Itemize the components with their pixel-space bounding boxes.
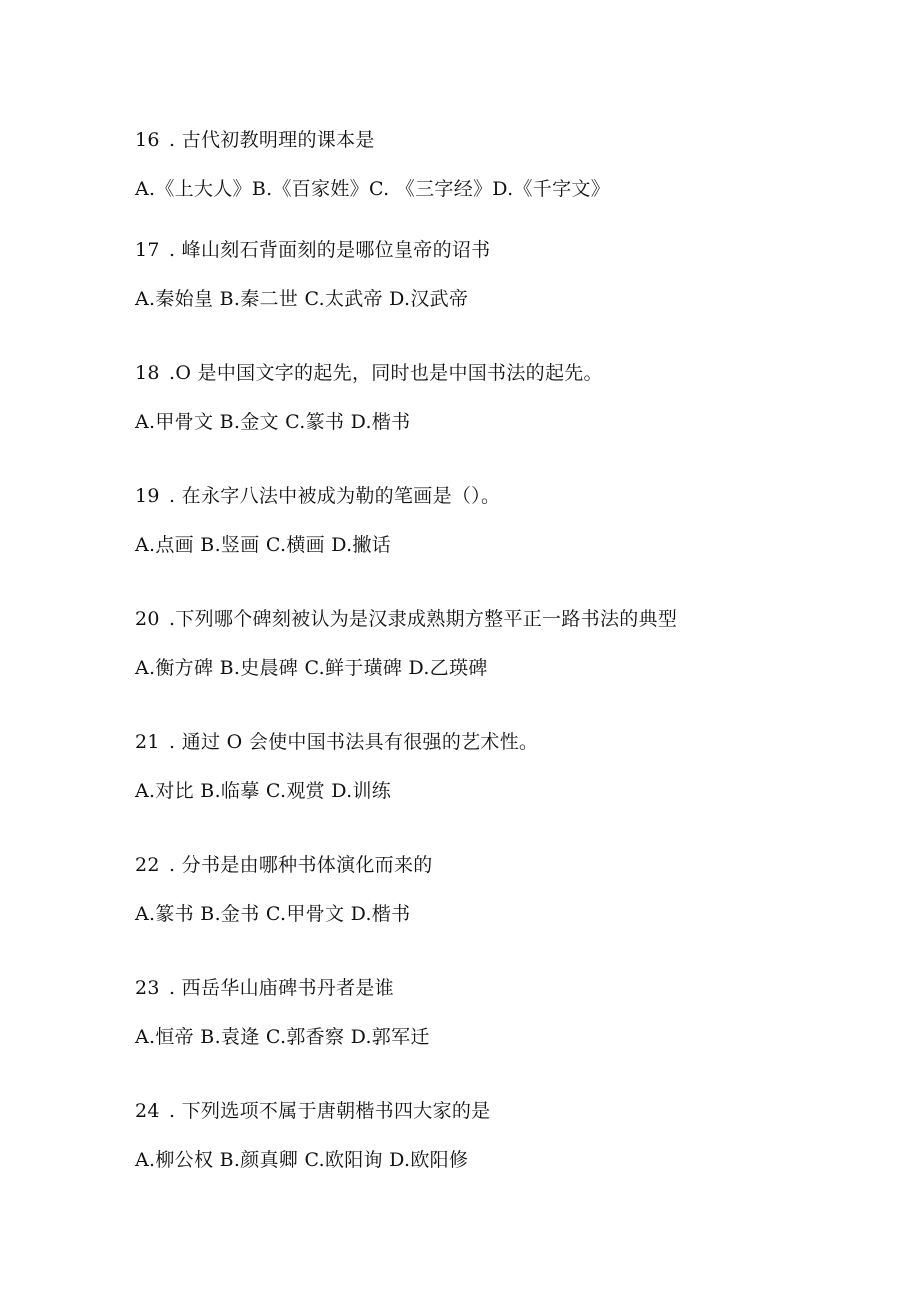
question-text: . 峰山刻石背面刻的是哪位皇帝的诏书 [169, 239, 491, 261]
answer-options: A.《上大人》B.《百家姓》C. 《三字经》D.《千字文》 [135, 178, 610, 200]
question-prompt [135, 730, 538, 754]
question-prompt [135, 238, 490, 262]
question-number: 17 [135, 239, 160, 261]
question-number: 19 [135, 485, 160, 507]
question-prompt [135, 607, 677, 631]
question-prompt [135, 361, 603, 385]
answer-options: A.柳公权 B.颜真卿 C.欧阳询 D.欧阳修 [135, 1149, 469, 1171]
question-prompt [135, 853, 433, 877]
answer-options: A.甲骨文 B.金文 C.篆书 D.楷书 [135, 411, 411, 433]
question-text: .O 是中国文字的起先，同时也是中国书法的起先。 [169, 362, 603, 384]
question-prompt [135, 128, 375, 152]
question-number: 24 [135, 1100, 160, 1122]
answer-options: A.秦始皇 B.秦二世 C.太武帝 D.汉武帝 [135, 288, 469, 310]
question-prompt [135, 484, 500, 508]
question-text: . 分书是由哪种书体演化而来的 [169, 854, 433, 876]
question-text: . 通过 O 会使中国书法具有很强的艺术性。 [169, 731, 539, 753]
question-text: .下列哪个碑刻被认为是汉隶成熟期方整平正一路书法的典型 [169, 608, 678, 630]
question-text: . 下列选项不属于唐朝楷书四大家的是 [169, 1100, 491, 1122]
answer-options: A.对比 B.临摹 C.观赏 D.训练 [135, 780, 392, 802]
question-number: 18 [135, 362, 160, 384]
answer-options: A.篆书 B.金书 C.甲骨文 D.楷书 [135, 903, 411, 925]
question-text: . 在永字八法中被成为勒的笔画是（）。 [169, 485, 501, 507]
answer-options: A.点画 B.竖画 C.横画 D.撇话 [135, 534, 392, 556]
question-number: 22 [135, 854, 160, 876]
question-prompt [135, 976, 394, 1000]
answer-options: A.衡方碑 B.史晨碑 C.鲜于璜碑 D.乙瑛碑 [135, 657, 488, 679]
question-text: . 西岳华山庙碑书丹者是谁 [169, 977, 394, 999]
question-number: 23 [135, 977, 160, 999]
answer-options: A.恒帝 B.袁逄 C.郭香察 D.郭军迁 [135, 1026, 430, 1048]
question-prompt [135, 1099, 490, 1123]
question-text: . 古代初教明理的课本是 [169, 129, 375, 151]
question-number: 20 [135, 608, 160, 630]
question-number: 16 [135, 129, 160, 151]
question-number: 21 [135, 731, 160, 753]
